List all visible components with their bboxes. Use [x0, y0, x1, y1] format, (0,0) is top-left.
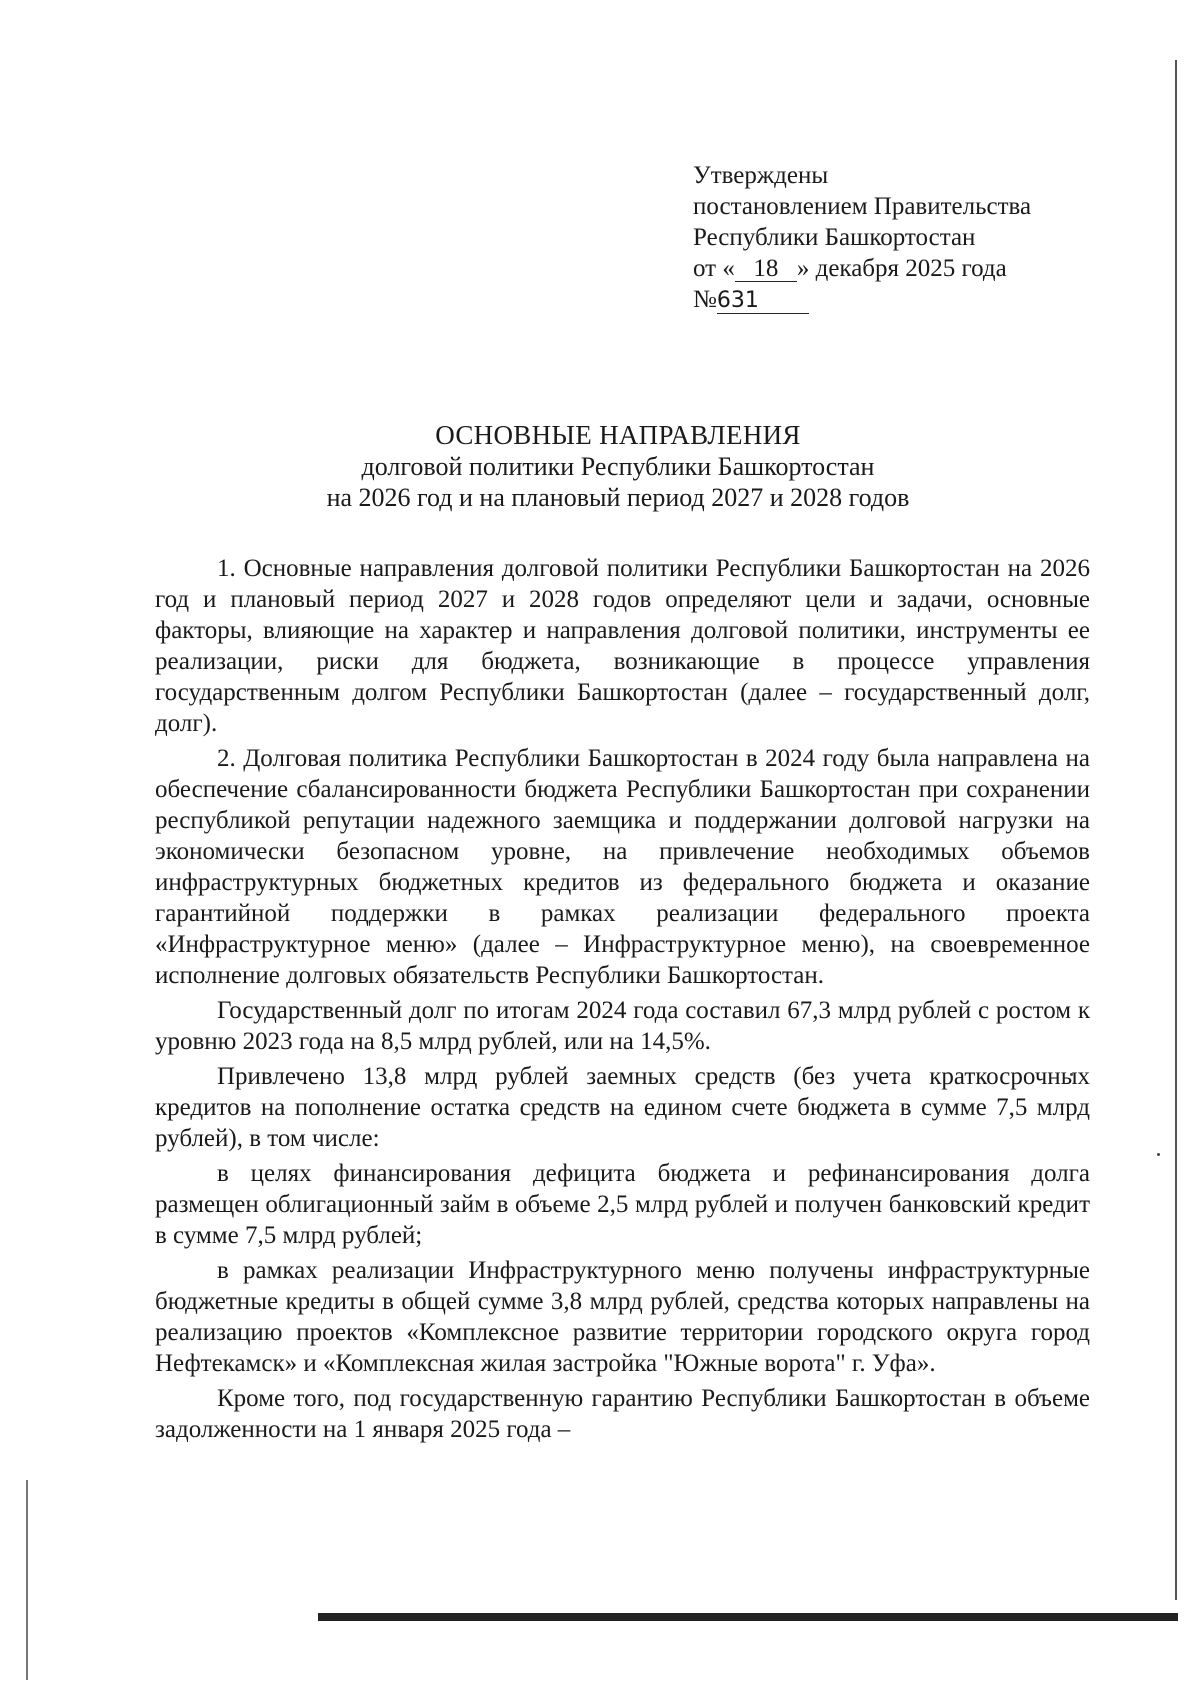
paragraph: 1. Основные направления долговой политики Республики Башкортостан на 2026 год и плановый период 2027 и 2028 годов определяют цели и задачи, основные факторы, влияющие на характер и направления долговой политики, инструменты ее реализации, риски для бюджета, возникающие в процессе управления государственным долгом Республики Башкортостан (далее – государственный долг, долг).: [155, 555, 1090, 737]
approval-line-1: Утверждены: [693, 162, 829, 189]
scan-edge-right: [1175, 60, 1177, 1600]
paragraph: в целях финансирования дефицита бюджета и рефинансирования долга размещен облигационный займ в объеме 2,5 млрд рублей и получен банковский кредит в сумме 7,5 млрд рублей;: [155, 1160, 1090, 1249]
approval-block: [693, 160, 1031, 315]
number-value: 631: [717, 289, 809, 314]
scan-edge-bottom: [318, 1613, 1178, 1621]
paragraph: в рамках реализации Инфраструктурного меню получены инфраструктурные бюджетные кредиты в общей сумме 3,8 млрд рублей, средства которых направлены на реализацию проектов «Комплексное развитие территории городского округа город Нефтекамск» и «Комплексная жилая застройка "Южные ворота" г. Уфа».: [155, 1257, 1090, 1377]
approval-date: [693, 253, 1031, 284]
date-suffix: » декабря 2025 года: [796, 255, 1007, 282]
date-day: 18: [735, 257, 797, 282]
title-subtitle-2: на 2026 год и на плановый период 2027 и 2028 годов: [326, 483, 910, 512]
document-title: [0, 420, 1200, 513]
paragraph: Привлечено 13,8 млрд рублей заемных средств (без учета краткосрочных кредитов на пополнение остатка средств на едином счете бюджета в сумме 7,5 млрд рублей), в том числе:: [155, 1063, 1090, 1152]
approval-line-3: Республики Башкортостан: [693, 224, 976, 251]
document-body: [155, 553, 1090, 1449]
approval-number: [693, 284, 1031, 315]
date-prefix: от «: [693, 255, 735, 282]
title-subtitle-1: долговой политики Республики Башкортостан: [361, 452, 875, 481]
scan-edge-left: [26, 1480, 28, 1680]
scan-speck: [1157, 1153, 1160, 1156]
paragraph: Кроме того, под государственную гарантию Республики Башкортостан в объеме задолженности на 1 января 2025 года –: [155, 1385, 1090, 1443]
paragraph: 2. Долговая политика Республики Башкортостан в 2024 году была направлена на обеспечение сбалансированности бюджета Республики Башкортостан при сохранении республикой репутации надежного заемщика и поддержании долговой нагрузки на экономически безопасном уровне, на привлечение необходимых объемов инфраструктурных бюджетных кредитов из федерального бюджета и оказание гарантийной поддержки в рамках реализации федерального проекта «Инфраструктурное меню» (далее – Инфраструктурное меню), на своевременное исполнение долговых обязательств Республики Башкортостан.: [155, 745, 1090, 989]
title-main: ОСНОВНЫЕ НАПРАВЛЕНИЯ: [435, 420, 801, 450]
number-prefix: №: [693, 286, 717, 313]
paragraph: Государственный долг по итогам 2024 года составил 67,3 млрд рублей с ростом к уровню 2023 года на 8,5 млрд рублей, или на 14,5%.: [155, 997, 1090, 1055]
approval-line-2: постановлением Правительства: [693, 193, 1032, 220]
